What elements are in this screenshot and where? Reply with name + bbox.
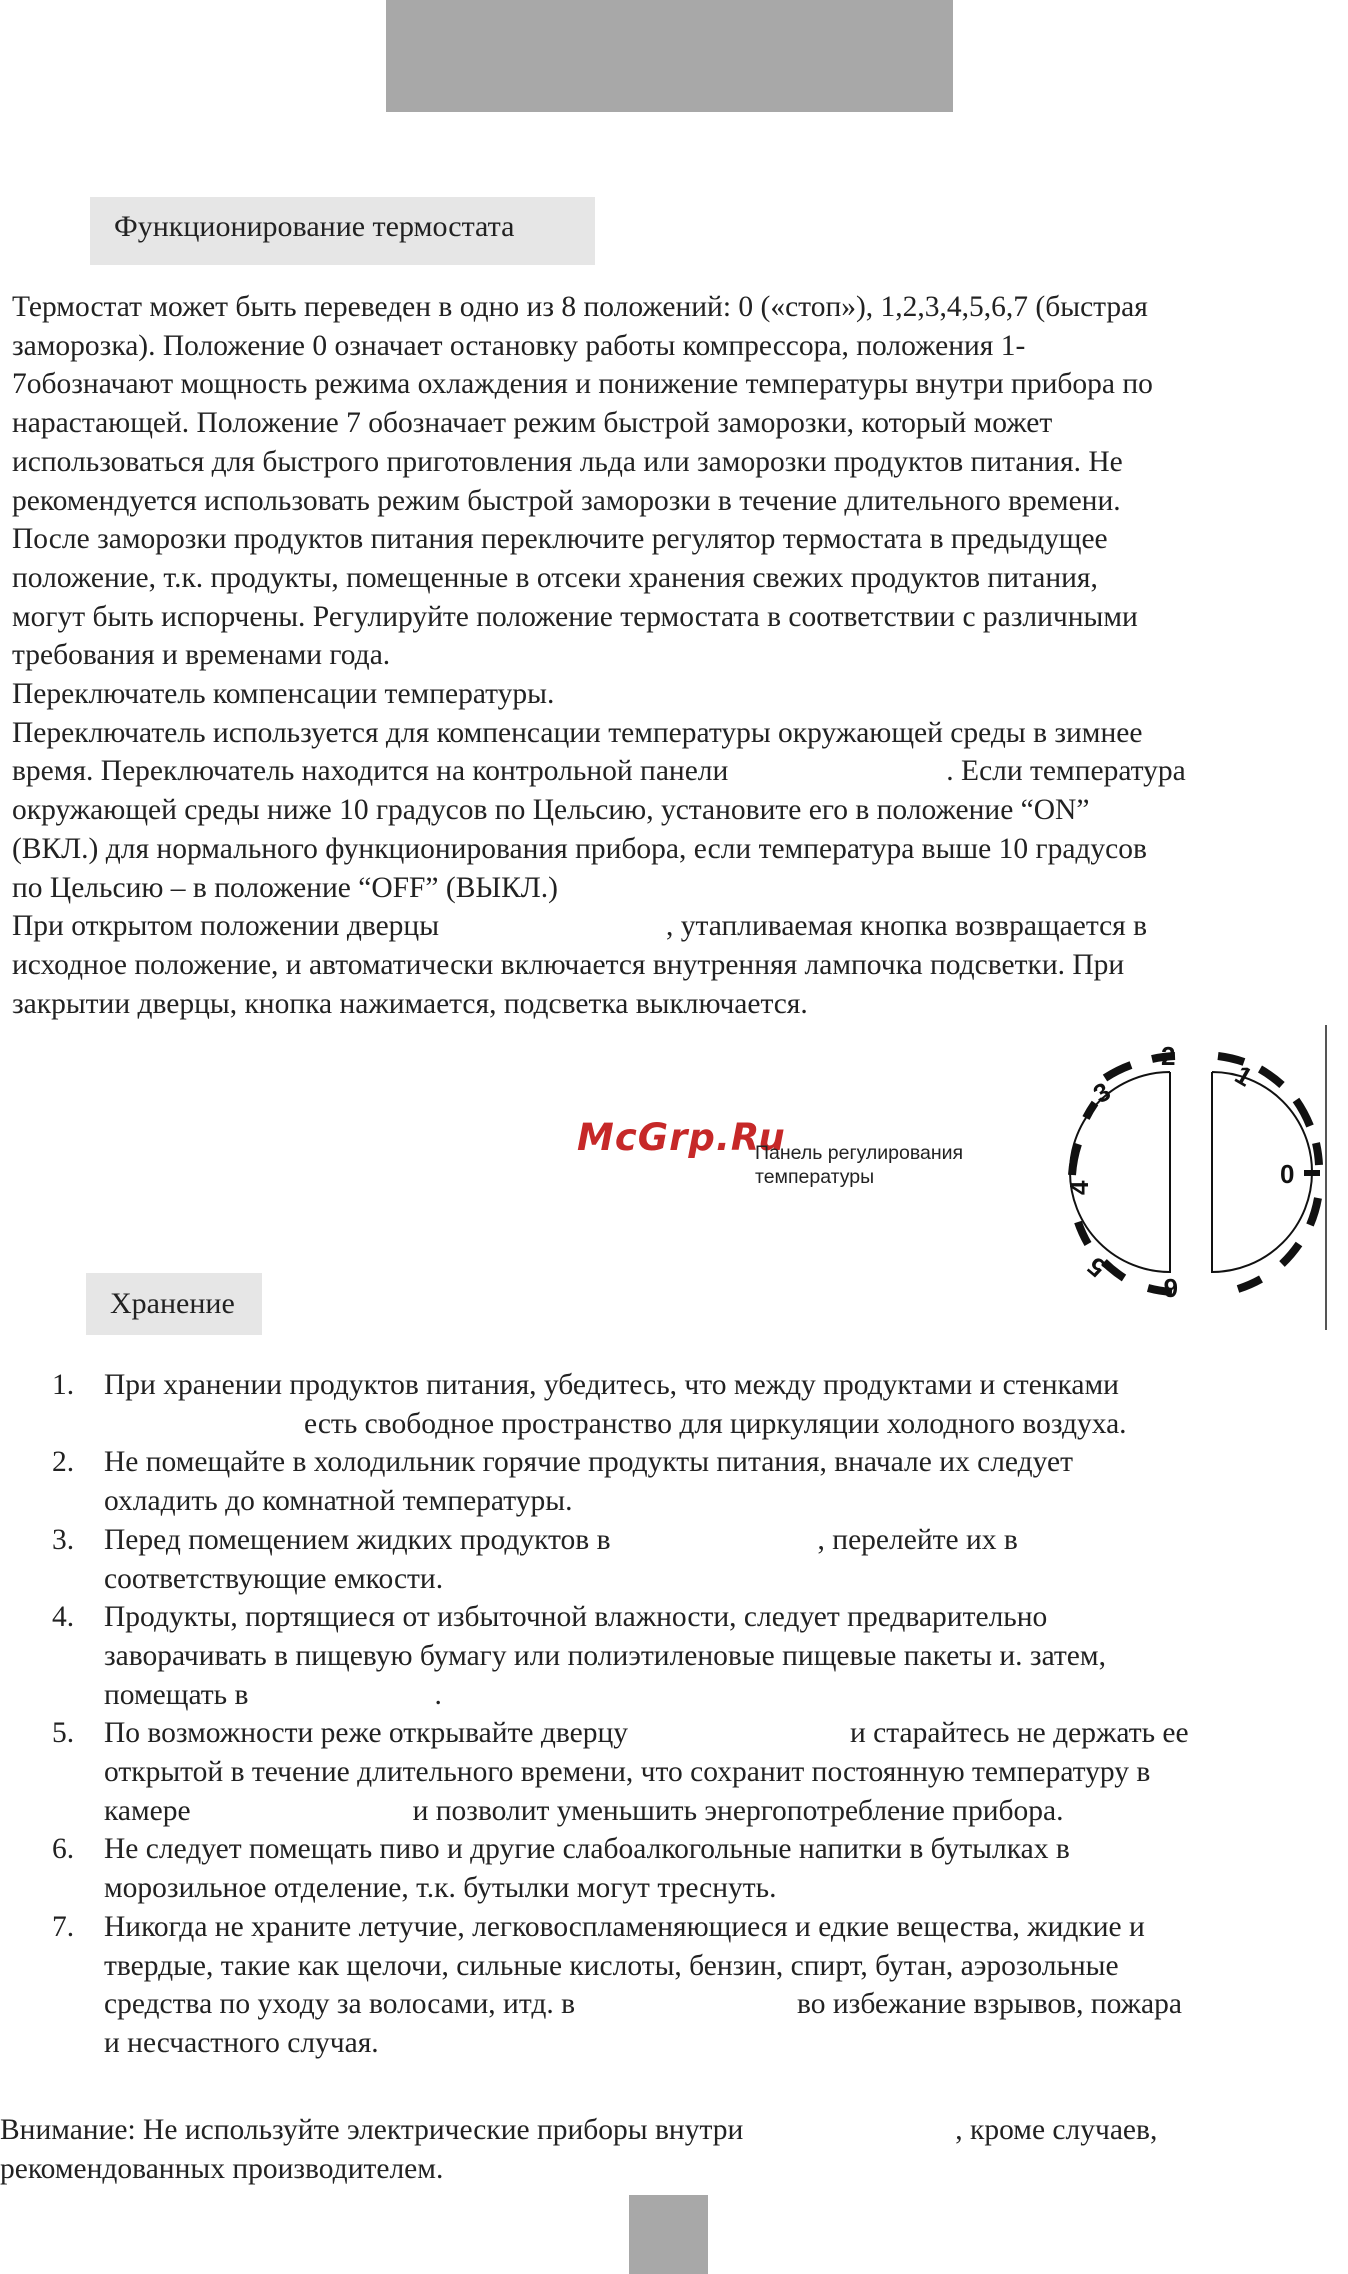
text-line: Переключатель используется для компенсации температуры окружающей среды в зимнее — [12, 716, 1143, 749]
text-fragment: камере — [104, 1794, 191, 1827]
text-fragment: . — [434, 1678, 442, 1711]
text-line: заморозка). Положение 0 означает остановку работы компрессора, положения 1- — [12, 329, 1026, 362]
list-number: 6. — [52, 1833, 75, 1866]
text-line — [12, 752, 1338, 791]
list-item — [0, 1830, 1348, 1907]
text-line: (ВКЛ.) для нормального функционирования прибора, если температура выше 10 градусов — [12, 832, 1147, 865]
dial-number: 1 — [1230, 1059, 1258, 1093]
text-line: морозильное отделение, т.к. бутылки могут треснуть. — [104, 1872, 777, 1905]
text-line: и несчастного случая. — [104, 2026, 379, 2059]
list-number: 4. — [52, 1601, 75, 1634]
text-line — [104, 1792, 1348, 1831]
thermostat-paragraph — [12, 288, 1338, 1023]
text-line — [0, 2111, 1348, 2150]
text-line — [104, 1714, 1348, 1753]
dial-number: 4 — [1064, 1180, 1094, 1195]
text-line: 7обозначают мощность режима охлаждения и понижение температуры внутри прибора по — [12, 368, 1153, 401]
text-line: окружающей среды ниже 10 градусов по Цельсию, установите его в положение “ON” — [12, 794, 1090, 827]
dial-number: 0 — [1280, 1159, 1295, 1189]
text-line: рекомендованных производителем. — [0, 2152, 444, 2185]
text-line: положение, т.к. продукты, помещенные в отсеки хранения свежих продуктов питания, — [12, 561, 1098, 594]
text-fragment: есть свободное пространство для циркуляции холодного воздуха. — [304, 1407, 1127, 1440]
text-fragment: Внимание: Не используйте электрические приборы внутри — [0, 2114, 744, 2146]
dial-number: 5 — [1081, 1251, 1112, 1284]
list-number: 7. — [52, 1910, 75, 1943]
text-fragment: средства по уходу за волосами, итд. в — [104, 1988, 576, 2021]
text-line: заворачивать в пищевую бумагу или полиэтиленовые пищевые пакеты и. затем, — [104, 1639, 1106, 1672]
section-heading-thermostat: Функционирование термостата — [90, 197, 595, 265]
list-number: 2. — [52, 1446, 75, 1479]
text-fragment: помещать в — [104, 1678, 249, 1711]
list-item — [0, 1908, 1348, 2063]
dial-number: 6 — [1163, 1273, 1178, 1303]
dial-number: 3 — [1088, 1075, 1116, 1110]
text-fragment: При открытом положении дверцы — [12, 910, 440, 943]
text-fragment: и позволит уменьшить энергопотребление прибора. — [412, 1794, 1064, 1827]
text-fragment: , утапливаемая кнопка возвращается в — [666, 910, 1148, 943]
list-item — [0, 1714, 1348, 1830]
list-item — [0, 1366, 1348, 1443]
list-item — [0, 1521, 1348, 1598]
text-line — [12, 907, 1338, 946]
text-line: использоваться для быстрого приготовления льда или заморозки продуктов питания. Не — [12, 445, 1123, 478]
list-item — [0, 1443, 1348, 1520]
text-line: Термостат может быть переведен в одно из 8 положений: 0 («стоп»), 1,2,3,4,5,6,7 (быстрая — [12, 291, 1148, 323]
text-fragment: , перелейте их в — [817, 1523, 1018, 1556]
text-line: исходное положение, и автоматически включается внутренняя лампочка подсветки. При — [12, 948, 1125, 981]
text-line — [104, 1985, 1348, 2024]
text-line: При хранении продуктов питания, убедитесь, что между продуктами и стенками — [104, 1369, 1119, 1401]
storage-list — [0, 1366, 1348, 2063]
list-item — [0, 1598, 1348, 1714]
section-heading-storage: Хранение — [86, 1273, 262, 1335]
dial-caption-line: температуры — [755, 1166, 875, 1188]
text-fragment: время. Переключатель находится на контрольной панели — [12, 755, 729, 788]
thermostat-dial-diagram — [1020, 1020, 1340, 1340]
text-fragment: Перед помещением жидких продуктов в — [104, 1523, 611, 1556]
text-fragment: . Если температура — [946, 755, 1186, 788]
text-line: соответствующие емкости. — [104, 1562, 444, 1595]
warning-note — [0, 2111, 1348, 2188]
text-line — [104, 1521, 1348, 1560]
list-number: 1. — [52, 1369, 75, 1401]
text-line: рекомендуется использовать режим быстрой заморозки в течение длительного времени. — [12, 484, 1121, 517]
header-gray-block — [386, 0, 953, 112]
text-line: Продукты, портящиеся от избыточной влажности, следует предварительно — [104, 1601, 1048, 1634]
watermark-logo: McGrp.Ru — [577, 1116, 786, 1159]
list-number: 5. — [52, 1717, 75, 1750]
text-line: нарастающей. Положение 7 обозначает режим быстрой заморозки, который может — [12, 407, 1053, 440]
text-line: твердые, такие как щелочи, сильные кислоты, бензин, спирт, бутан, аэрозольные — [104, 1949, 1119, 1982]
text-line — [104, 1676, 1348, 1715]
text-fragment: По возможности реже открывайте дверцу — [104, 1717, 629, 1750]
text-line: требования и временами года. — [12, 639, 391, 672]
text-fragment: во избежание взрывов, пожара — [797, 1988, 1182, 2021]
dial-caption-line: Панель регулирования — [755, 1142, 964, 1164]
text-line: охладить до комнатной температуры. — [104, 1485, 573, 1518]
list-number: 3. — [52, 1523, 75, 1556]
footer-gray-block — [629, 2195, 708, 2274]
text-line: Никогда не храните летучие, легковоспламеняющиеся и едкие вещества, жидкие и — [104, 1910, 1145, 1943]
text-line — [104, 1405, 1348, 1444]
text-fragment: и старайтесь не держать ее — [850, 1717, 1189, 1750]
text-line: могут быть испорчены. Регулируйте положение термостата в соответствии с различными — [12, 600, 1138, 633]
text-line: открытой в течение длительного времени, что сохранит постоянную температуру в — [104, 1756, 1151, 1789]
text-line: После заморозки продуктов питания переключите регулятор термостата в предыдущее — [12, 523, 1108, 556]
dial-caption — [755, 1141, 963, 1189]
text-line: по Цельсию – в положение “OFF” (ВЫКЛ.) — [12, 871, 559, 904]
text-line: закрытии дверцы, кнопка нажимается, подсветка выключается. — [12, 987, 808, 1020]
text-line: Не помещайте в холодильник горячие продукты питания, вначале их следует — [104, 1446, 1073, 1479]
text-fragment: , кроме случаев, — [955, 2114, 1158, 2146]
text-line: Не следует помещать пиво и другие слабоалкогольные напитки в бутылках в — [104, 1833, 1070, 1866]
dial-number: 2 — [1161, 1041, 1176, 1071]
text-line: Переключатель компенсации температуры. — [12, 678, 555, 711]
